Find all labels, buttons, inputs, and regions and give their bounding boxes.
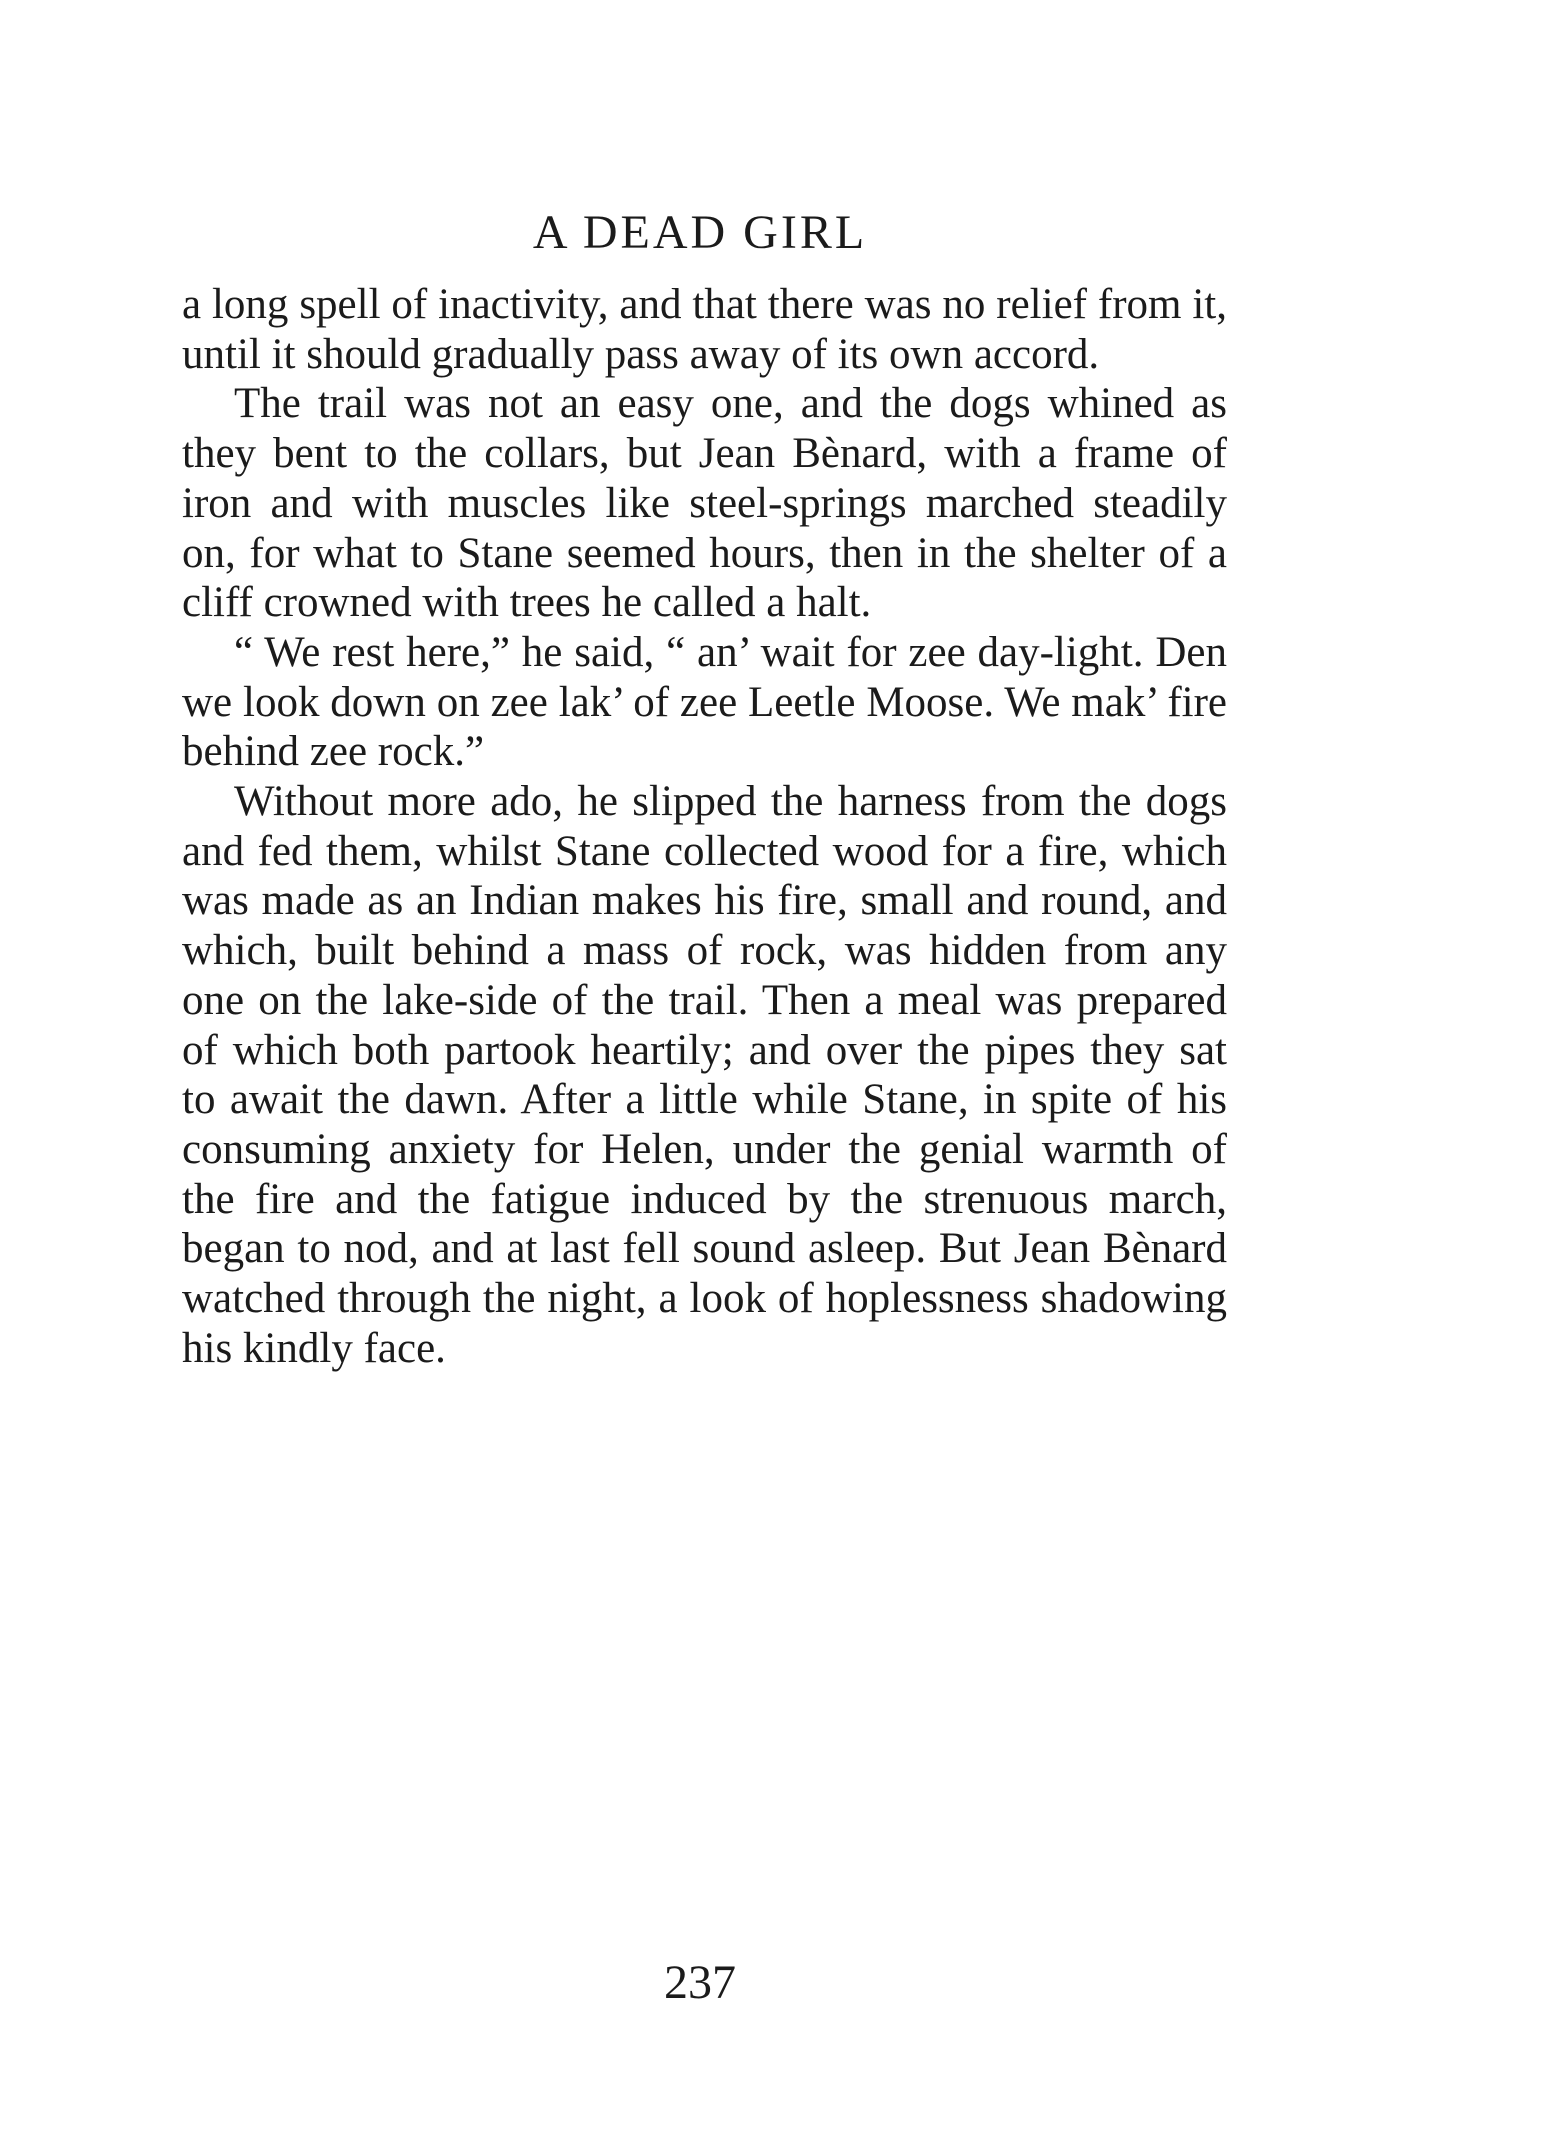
- paragraph-camp: Without more ado, he slipped the harness from the dogs and fed them, whilst Stane collected wood for a fire, which was made as an Indian makes his fire, small and round, and which, built behind a mass of rock, was hidden from any one on the lake-side of the trail. Then a meal was prepared of which both partook heartily; and over the pipes they sat to await the dawn. After a little while Stane, in spite of his consuming anxiety for Helen, under the genial warmth of the fire and the fatigue induced by the strenuous march, began to nod, and at last fell sound asleep. But Jean Bènard watched through the night, a look of hoplessness shadowing his kindly face.: [182, 778, 1227, 1372]
- page-number: 237: [664, 1956, 736, 2009]
- paragraph-trail: The trail was not an easy one, and the dogs whined as they bent to the collars, but Jean Bènard, with a frame of iron and with muscles like steel-springs marched steadily on, for what to Stane seemed hours, then in the shelter of a cliff crowned with trees he called a halt.: [182, 380, 1227, 627]
- paragraph-continuation: a long spell of inactivity, and that there was no relief from it, until it should gradually pass away of its own accord.: [182, 281, 1227, 378]
- body-text: [182, 280, 1227, 1373]
- paragraph-dialogue: “ We rest here,” he said, “ an’ wait for zee day-light. Den we look down on zee lak’ of zee Leetle Moose. We mak’ fire behind zee rock.”: [182, 628, 1227, 776]
- running-title: A DEAD GIRL: [532, 206, 868, 259]
